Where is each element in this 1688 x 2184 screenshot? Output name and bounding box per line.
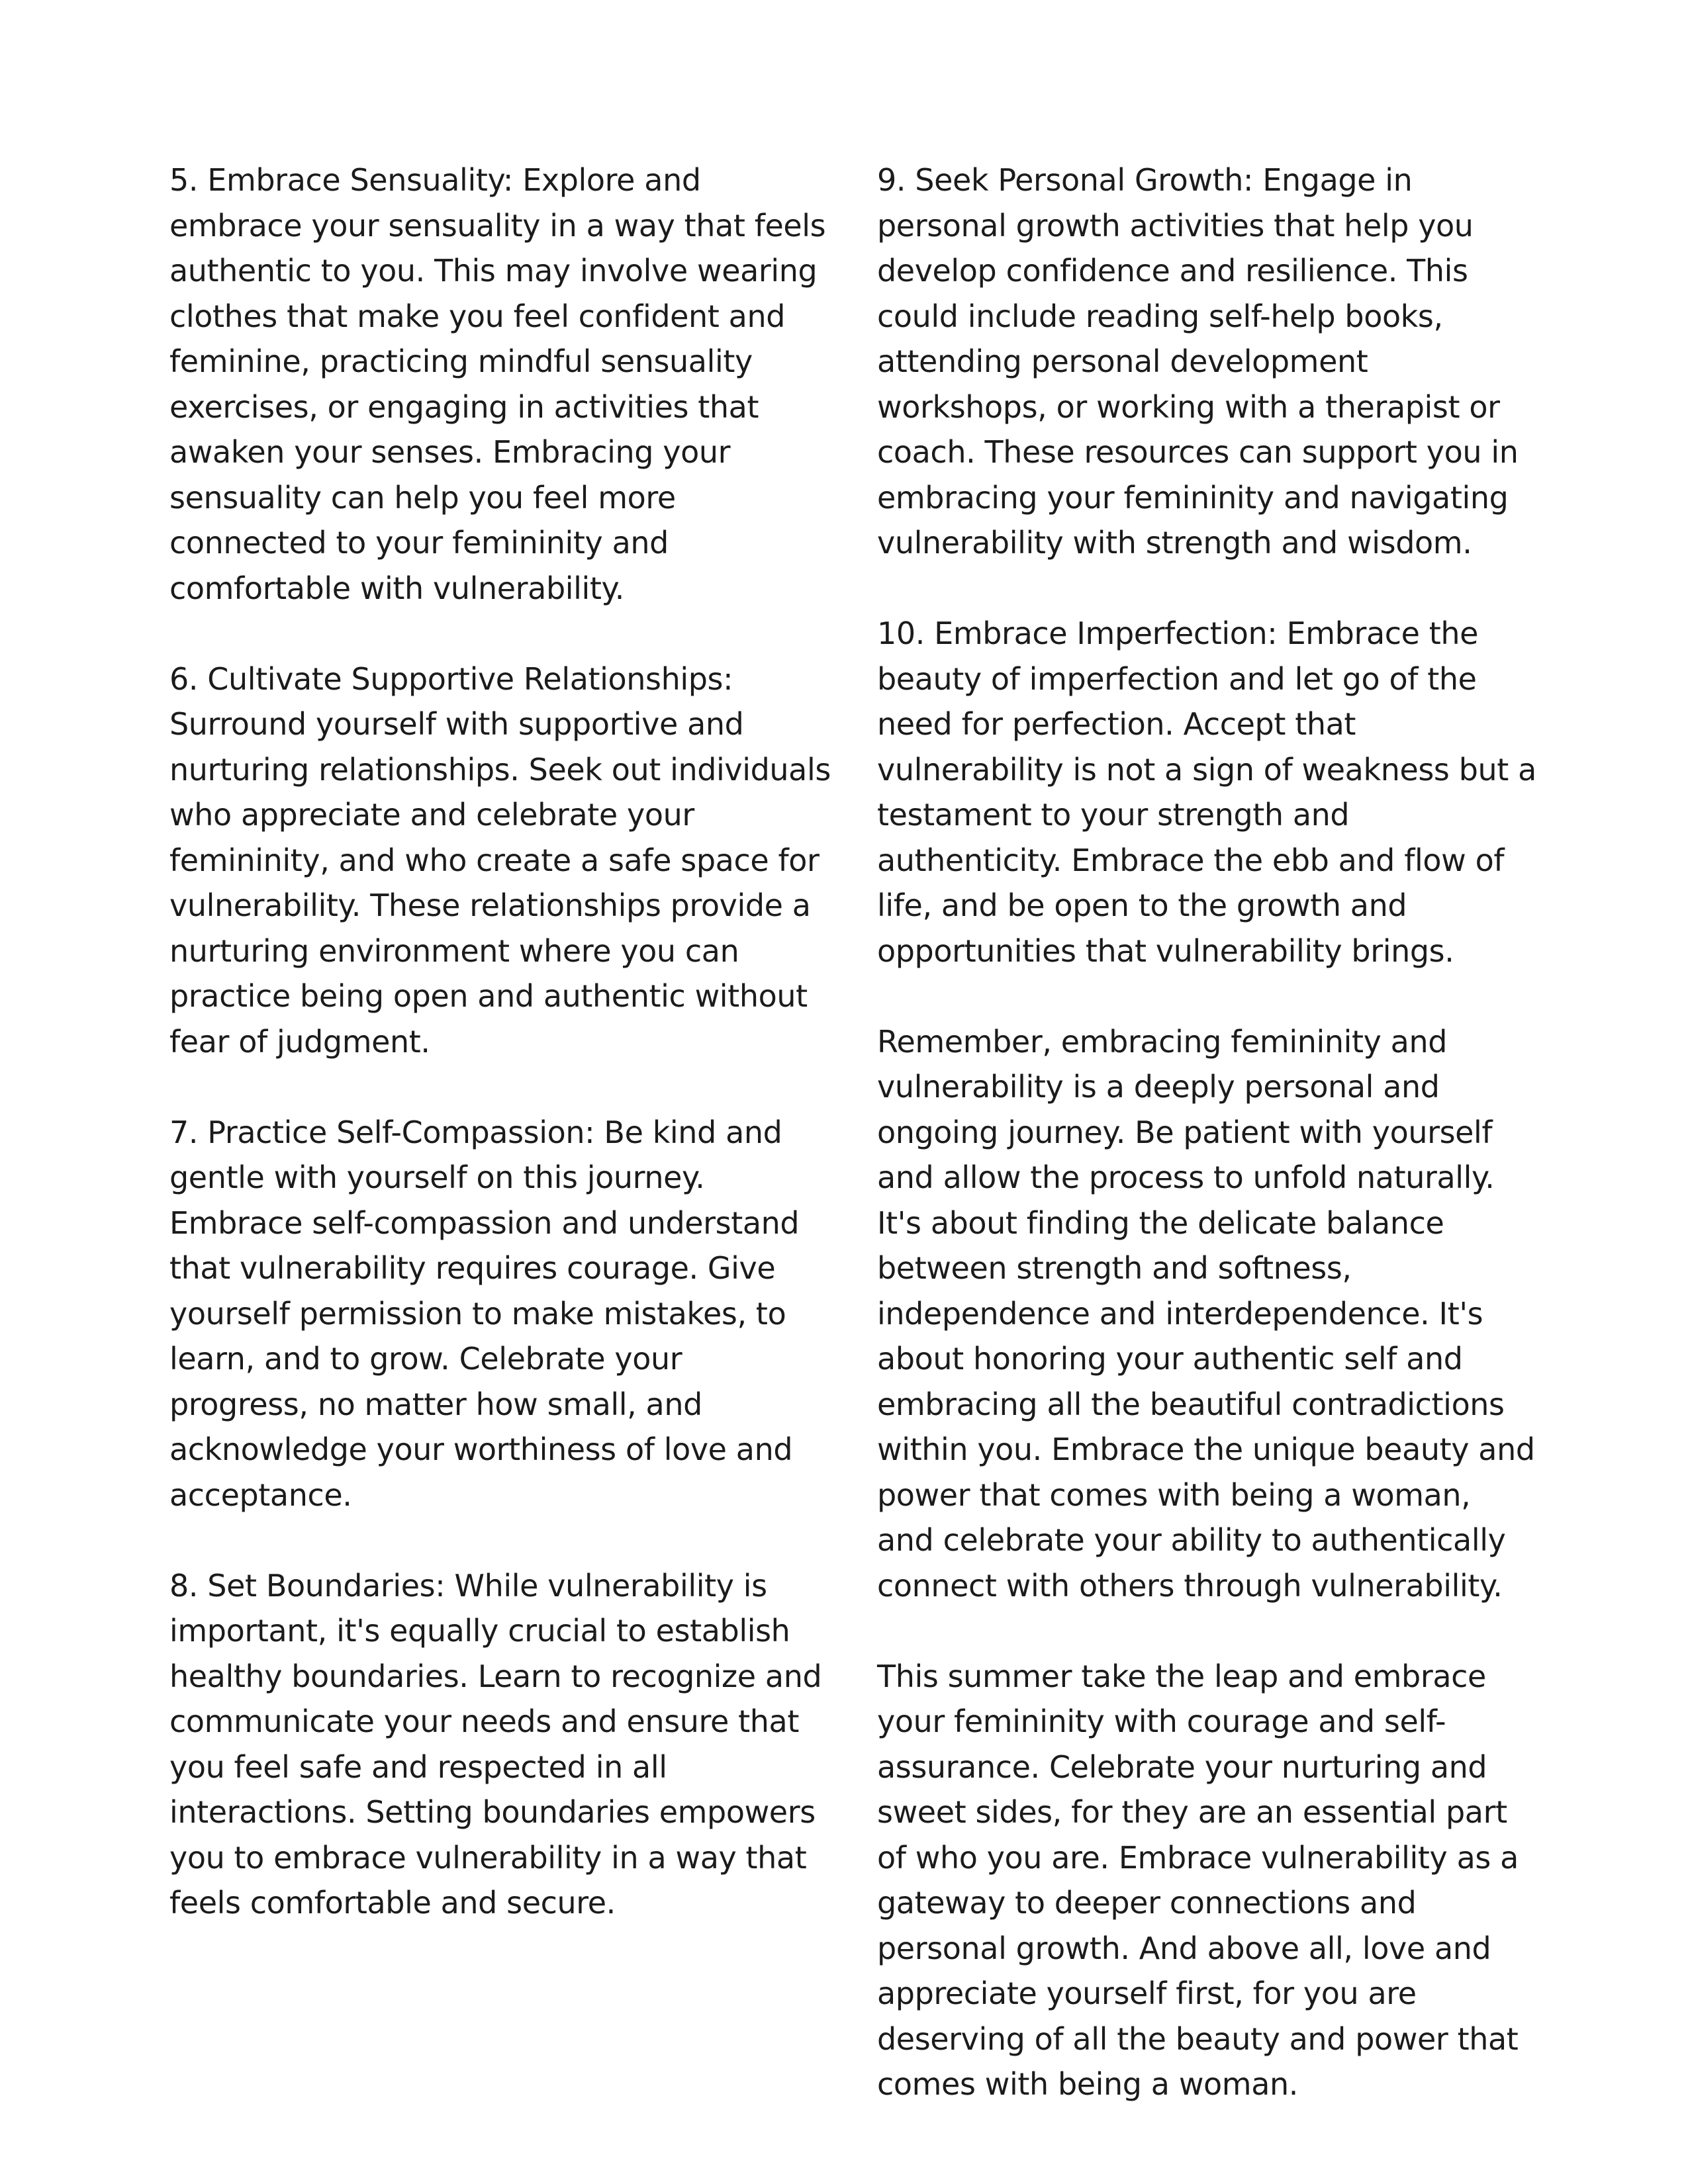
text-line: personal growth. And above all, love and bbox=[877, 1930, 1491, 1966]
text-line: embrace your sensuality in a way that feels bbox=[169, 207, 826, 244]
text-line: your femininity with courage and self- bbox=[877, 1704, 1446, 1739]
text-line: comes with being a woman. bbox=[877, 2066, 1298, 2102]
text-line: femininity, and who create a safe space for bbox=[169, 842, 820, 878]
text-line: 7. Practice Self-Compassion: Be kind and bbox=[169, 1114, 782, 1150]
text-line: yourself permission to make mistakes, to bbox=[169, 1295, 786, 1332]
paragraph-gap bbox=[169, 611, 805, 657]
text-line: gentle with yourself on this journey. bbox=[169, 1160, 705, 1195]
text-line: healthy boundaries. Learn to recognize and bbox=[169, 1658, 822, 1694]
paragraph-gap bbox=[877, 1608, 1519, 1654]
text-line: connected to your femininity and bbox=[169, 525, 669, 561]
text-line: 6. Cultivate Supportive Relationships: bbox=[169, 660, 733, 697]
text-line: Embrace self-compassion and understand bbox=[169, 1205, 800, 1241]
text-line: feels comfortable and secure. bbox=[169, 1885, 616, 1921]
text-line: vulnerability is a deeply personal and bbox=[877, 1069, 1440, 1105]
text-line: vulnerability. These relationships provide a bbox=[169, 887, 811, 923]
text-line: practice being open and authentic without bbox=[169, 978, 808, 1014]
paragraph-self-compassion bbox=[169, 1110, 805, 1518]
text-line: 8. Set Boundaries: While vulnerability is bbox=[169, 1567, 767, 1604]
text-line: beauty of imperfection and let go of the bbox=[877, 660, 1477, 697]
text-line: you feel safe and respected in all bbox=[169, 1749, 667, 1785]
text-line: embracing your femininity and navigating bbox=[877, 479, 1509, 516]
text-line: about honoring your authentic self and bbox=[877, 1341, 1463, 1377]
text-line: awaken your senses. Embracing your bbox=[169, 434, 731, 470]
paragraph-gap bbox=[877, 974, 1519, 1019]
text-line: nurturing environment where you can bbox=[169, 933, 739, 969]
text-line: attending personal development bbox=[877, 343, 1368, 379]
text-line: appreciate yourself first, for you are bbox=[877, 1976, 1417, 2011]
text-line: feminine, practicing mindful sensuality bbox=[169, 343, 753, 379]
text-line: exercises, or engaging in activities that bbox=[169, 388, 759, 425]
text-line: embracing all the beautiful contradictions bbox=[877, 1386, 1505, 1422]
paragraph-gap bbox=[877, 566, 1519, 612]
text-line: learn, and to grow. Celebrate your bbox=[169, 1341, 682, 1377]
text-line: sweet sides, for they are an essential part bbox=[877, 1794, 1507, 1830]
paragraph-gap bbox=[169, 1518, 805, 1563]
left-column bbox=[169, 158, 831, 1926]
text-line: ongoing journey. Be patient with yourself bbox=[877, 1114, 1493, 1150]
text-line: connect with others through vulnerability. bbox=[877, 1567, 1503, 1604]
text-line: authentic to you. This may involve wearing bbox=[169, 253, 818, 289]
text-line: between strength and softness, bbox=[877, 1250, 1352, 1286]
text-line: 5. Embrace Sensuality: Explore and bbox=[169, 162, 701, 198]
paragraph-embrace-sensuality bbox=[169, 158, 826, 611]
text-line: This summer take the leap and embrace bbox=[877, 1658, 1486, 1694]
text-line: vulnerability with strength and wisdom. bbox=[877, 525, 1472, 561]
text-line: deserving of all the beauty and power that bbox=[877, 2021, 1519, 2057]
text-line: communicate your needs and ensure that bbox=[169, 1704, 799, 1739]
text-line: testament to your strength and bbox=[877, 797, 1350, 833]
text-line: Surround yourself with supportive and bbox=[169, 706, 744, 742]
text-line: coach. These resources can support you in bbox=[877, 434, 1519, 470]
text-line: vulnerability is not a sign of weakness but a bbox=[877, 751, 1536, 788]
text-line: interactions. Setting boundaries empowers bbox=[169, 1794, 816, 1830]
text-line: sensuality can help you feel more bbox=[169, 479, 676, 516]
text-line: acknowledge your worthiness of love and bbox=[169, 1432, 793, 1467]
text-line: 9. Seek Personal Growth: Engage in bbox=[877, 162, 1413, 198]
text-line: you to embrace vulnerability in a way that bbox=[169, 1839, 807, 1876]
paragraph-embrace-imperfection bbox=[877, 611, 1536, 974]
text-line: important, it's equally crucial to establish bbox=[169, 1613, 790, 1649]
paragraph-personal-growth bbox=[877, 158, 1519, 566]
right-column bbox=[877, 158, 1536, 2107]
text-line: It's about finding the delicate balance bbox=[877, 1205, 1444, 1241]
text-line: comfortable with vulnerability. bbox=[169, 570, 625, 606]
text-line: 10. Embrace Imperfection: Embrace the bbox=[877, 615, 1479, 651]
text-line: of who you are. Embrace vulnerability as a bbox=[877, 1839, 1519, 1876]
text-line: develop confidence and resilience. This bbox=[877, 253, 1468, 289]
text-line: who appreciate and celebrate your bbox=[169, 797, 694, 833]
text-line: acceptance. bbox=[169, 1477, 352, 1513]
text-line: Remember, embracing femininity and bbox=[877, 1023, 1448, 1060]
text-line: workshops, or working with a therapist or bbox=[877, 388, 1500, 425]
text-line: within you. Embrace the unique beauty and bbox=[877, 1432, 1535, 1467]
text-line: fear of judgment. bbox=[169, 1023, 430, 1060]
text-line: nurturing relationships. Seek out individuals bbox=[169, 751, 831, 788]
text-line: and allow the process to unfold naturally. bbox=[877, 1160, 1495, 1195]
text-line: gateway to deeper connections and bbox=[877, 1885, 1417, 1921]
text-line: could include reading self-help books, bbox=[877, 298, 1443, 334]
text-line: that vulnerability requires courage. Give bbox=[169, 1250, 776, 1286]
text-line: independence and interdependence. It's bbox=[877, 1295, 1483, 1332]
text-line: progress, no matter how small, and bbox=[169, 1386, 702, 1422]
text-line: personal growth activities that help you bbox=[877, 207, 1474, 244]
text-line: clothes that make you feel confident and bbox=[169, 298, 786, 334]
text-line: power that comes with being a woman, bbox=[877, 1477, 1471, 1513]
text-line: and celebrate your ability to authentically bbox=[877, 1522, 1506, 1558]
paragraph-set-boundaries bbox=[169, 1563, 822, 1926]
text-line: need for perfection. Accept that bbox=[877, 706, 1356, 742]
text-line: opportunities that vulnerability brings. bbox=[877, 933, 1454, 969]
paragraph-supportive-relationships bbox=[169, 657, 831, 1065]
paragraph-this-summer bbox=[877, 1654, 1519, 2107]
text-line: assurance. Celebrate your nurturing and bbox=[877, 1749, 1487, 1785]
paragraph-gap bbox=[169, 1064, 805, 1110]
text-line: authenticity. Embrace the ebb and flow of bbox=[877, 842, 1505, 878]
paragraph-remember bbox=[877, 1019, 1535, 1609]
text-line: life, and be open to the growth and bbox=[877, 887, 1407, 923]
